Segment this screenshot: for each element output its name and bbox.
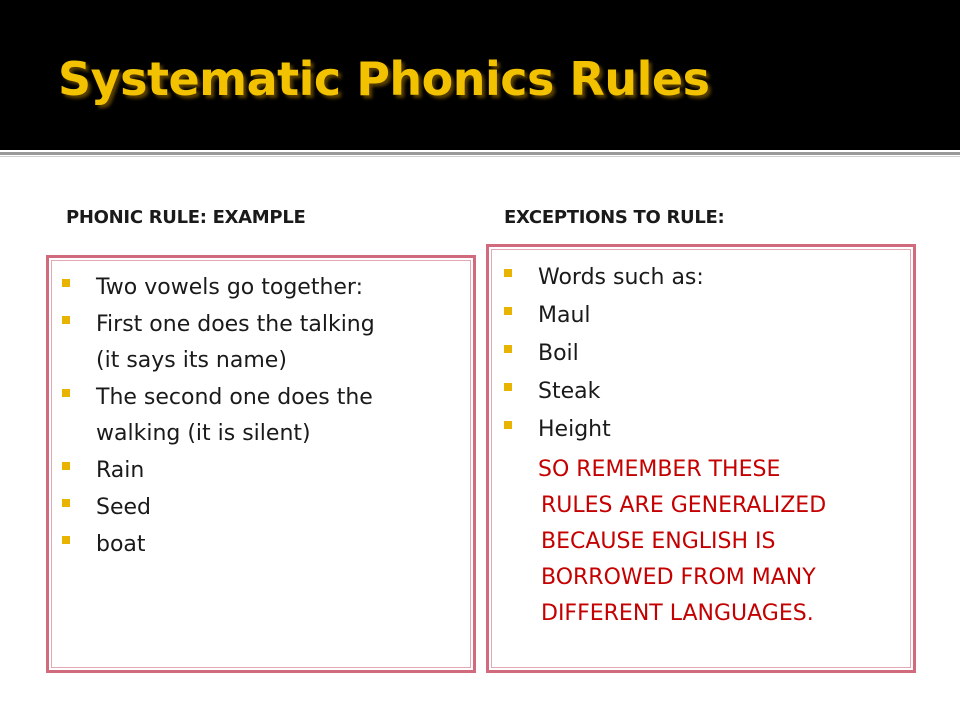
square-bullet-icon — [504, 383, 512, 391]
square-bullet-icon — [62, 279, 70, 287]
title-divider-shadow — [0, 156, 960, 157]
square-bullet-icon — [504, 421, 512, 429]
list-item-text: boat — [96, 532, 146, 557]
note-line: BECAUSE ENGLISH IS — [541, 529, 776, 554]
list-item — [50, 270, 470, 306]
right-column-heading: EXCEPTIONS TO RULE: — [504, 207, 725, 228]
list-item-text: Seed — [96, 495, 151, 520]
slide-title: Systematic Phonics Rules — [58, 52, 710, 106]
list-item — [50, 307, 470, 379]
square-bullet-icon — [504, 307, 512, 315]
list-item-text: Two vowels go together: — [96, 275, 363, 300]
list-item — [492, 298, 912, 334]
note-line: SO REMEMBER THESE — [538, 457, 781, 482]
note-line: RULES ARE GENERALIZED — [541, 493, 827, 518]
title-divider — [0, 152, 960, 155]
list-item-text: The second one does the — [96, 385, 373, 410]
list-item — [50, 527, 470, 563]
square-bullet-icon — [62, 316, 70, 324]
list-item-text: Boil — [538, 341, 579, 366]
list-item-text-continuation: walking (it is silent) — [96, 421, 311, 446]
left-column-heading: PHONIC RULE: EXAMPLE — [66, 207, 306, 228]
square-bullet-icon — [62, 499, 70, 507]
square-bullet-icon — [62, 389, 70, 397]
list-item-text: Rain — [96, 458, 145, 483]
square-bullet-icon — [504, 269, 512, 277]
list-item — [492, 374, 912, 410]
list-item-text: Steak — [538, 379, 601, 404]
list-item-text: First one does the talking — [96, 312, 375, 337]
square-bullet-icon — [62, 462, 70, 470]
note-line: DIFFERENT LANGUAGES. — [541, 601, 814, 626]
list-item — [50, 490, 470, 526]
list-item-text: Height — [538, 417, 611, 442]
list-item-text-continuation: (it says its name) — [96, 348, 287, 373]
generalization-note — [538, 452, 908, 632]
list-item — [492, 260, 912, 296]
list-item — [50, 453, 470, 489]
square-bullet-icon — [62, 536, 70, 544]
list-item-text: Words such as: — [538, 265, 704, 290]
right-bullet-list — [492, 260, 912, 448]
list-item — [492, 336, 912, 372]
list-item-text: Maul — [538, 303, 591, 328]
list-item — [492, 412, 912, 448]
square-bullet-icon — [504, 345, 512, 353]
list-item — [50, 380, 470, 452]
left-bullet-list — [50, 270, 470, 563]
note-line: BORROWED FROM MANY — [541, 565, 816, 590]
